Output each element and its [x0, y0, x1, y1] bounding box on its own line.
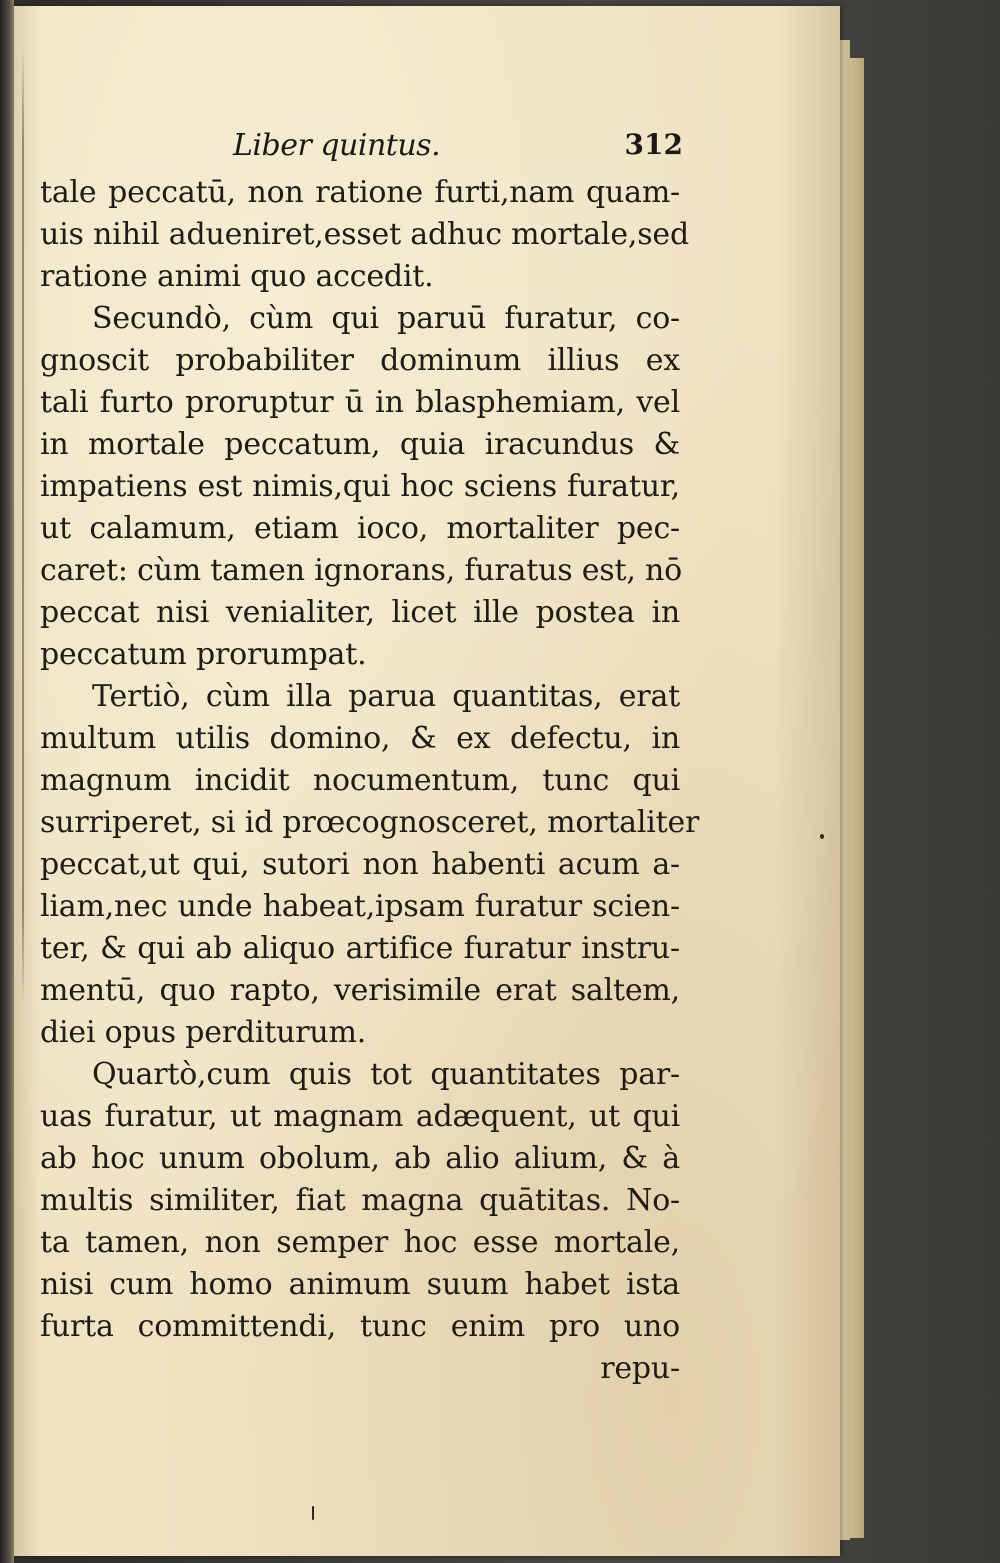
- text-line: Quartò,cum quis tot quantitates par-: [92, 1057, 680, 1092]
- text-line: multis similiter, fiat magna quātitas. No-: [40, 1183, 680, 1218]
- text-line: magnum incidit nocumentum, tunc qui: [40, 763, 680, 798]
- text-line: surriperet, si id prœcognosceret, mortaliter: [40, 805, 700, 840]
- running-head: [233, 128, 683, 168]
- page-number: 312: [624, 128, 683, 161]
- text-line: peccat,ut qui, sutori non habenti acum a-: [40, 847, 680, 882]
- text-line: gnoscit probabiliter dominum illius ex: [40, 343, 680, 378]
- text-line: ter, & qui ab aliquo artifice furatur instru-: [40, 931, 680, 966]
- text-line: tali furto proruptur ū in blasphemiam, vel: [40, 385, 680, 420]
- text-line: tale peccatū, non ratione furti,nam quam-: [40, 175, 680, 210]
- text-line: mentū, quo rapto, verisimile erat saltem,: [40, 973, 680, 1008]
- text-line: peccat nisi venialiter, licet ille postea in: [40, 595, 680, 630]
- text-line: in mortale peccatum, quia iracundus &: [40, 427, 680, 462]
- body-text: [40, 172, 700, 1390]
- running-head-title: Liber quintus.: [233, 128, 441, 163]
- book-page: [8, 6, 840, 1556]
- paper-speck: [312, 1506, 314, 1520]
- text-line: liam,nec unde habeat,ipsam furatur scien-: [40, 889, 680, 924]
- text-line: caret: cùm tamen ignorans, furatus est, nō: [40, 553, 683, 588]
- text-line: impatiens est nimis,qui hoc sciens furatur,: [40, 469, 680, 504]
- paper-speck: [820, 834, 824, 839]
- text-line: uis nihil adueniret,esset adhuc mortale,sed: [40, 217, 689, 252]
- binding-edge: [0, 0, 14, 1563]
- text-line: Secundò, cùm qui paruū furatur, co-: [92, 301, 680, 336]
- gutter-shadow: [22, 46, 24, 1006]
- catchword: repu-: [600, 1351, 680, 1386]
- text-line: diei opus perditurum.: [40, 1015, 367, 1050]
- text-line: furta committendi, tunc enim pro uno: [40, 1309, 680, 1344]
- text-line: uas furatur, ut magnam adæquent, ut qui: [40, 1099, 680, 1134]
- text-line: ratione animi quo accedit.: [40, 259, 434, 294]
- text-line: peccatum prorumpat.: [40, 637, 367, 672]
- text-line: ab hoc unum obolum, ab alio alium, & à: [40, 1141, 680, 1176]
- text-line: nisi cum homo animum suum habet ista: [40, 1267, 680, 1302]
- text-line: ut calamum, etiam ioco, mortaliter pec-: [40, 511, 680, 546]
- page-edge: [840, 40, 850, 1540]
- page-edge: [850, 58, 864, 1538]
- text-line: ta tamen, non semper hoc esse mortale,: [40, 1225, 680, 1260]
- text-line: Tertiò, cùm illa parua quantitas, erat: [92, 679, 680, 714]
- text-line: multum utilis domino, & ex defectu, in: [40, 721, 680, 756]
